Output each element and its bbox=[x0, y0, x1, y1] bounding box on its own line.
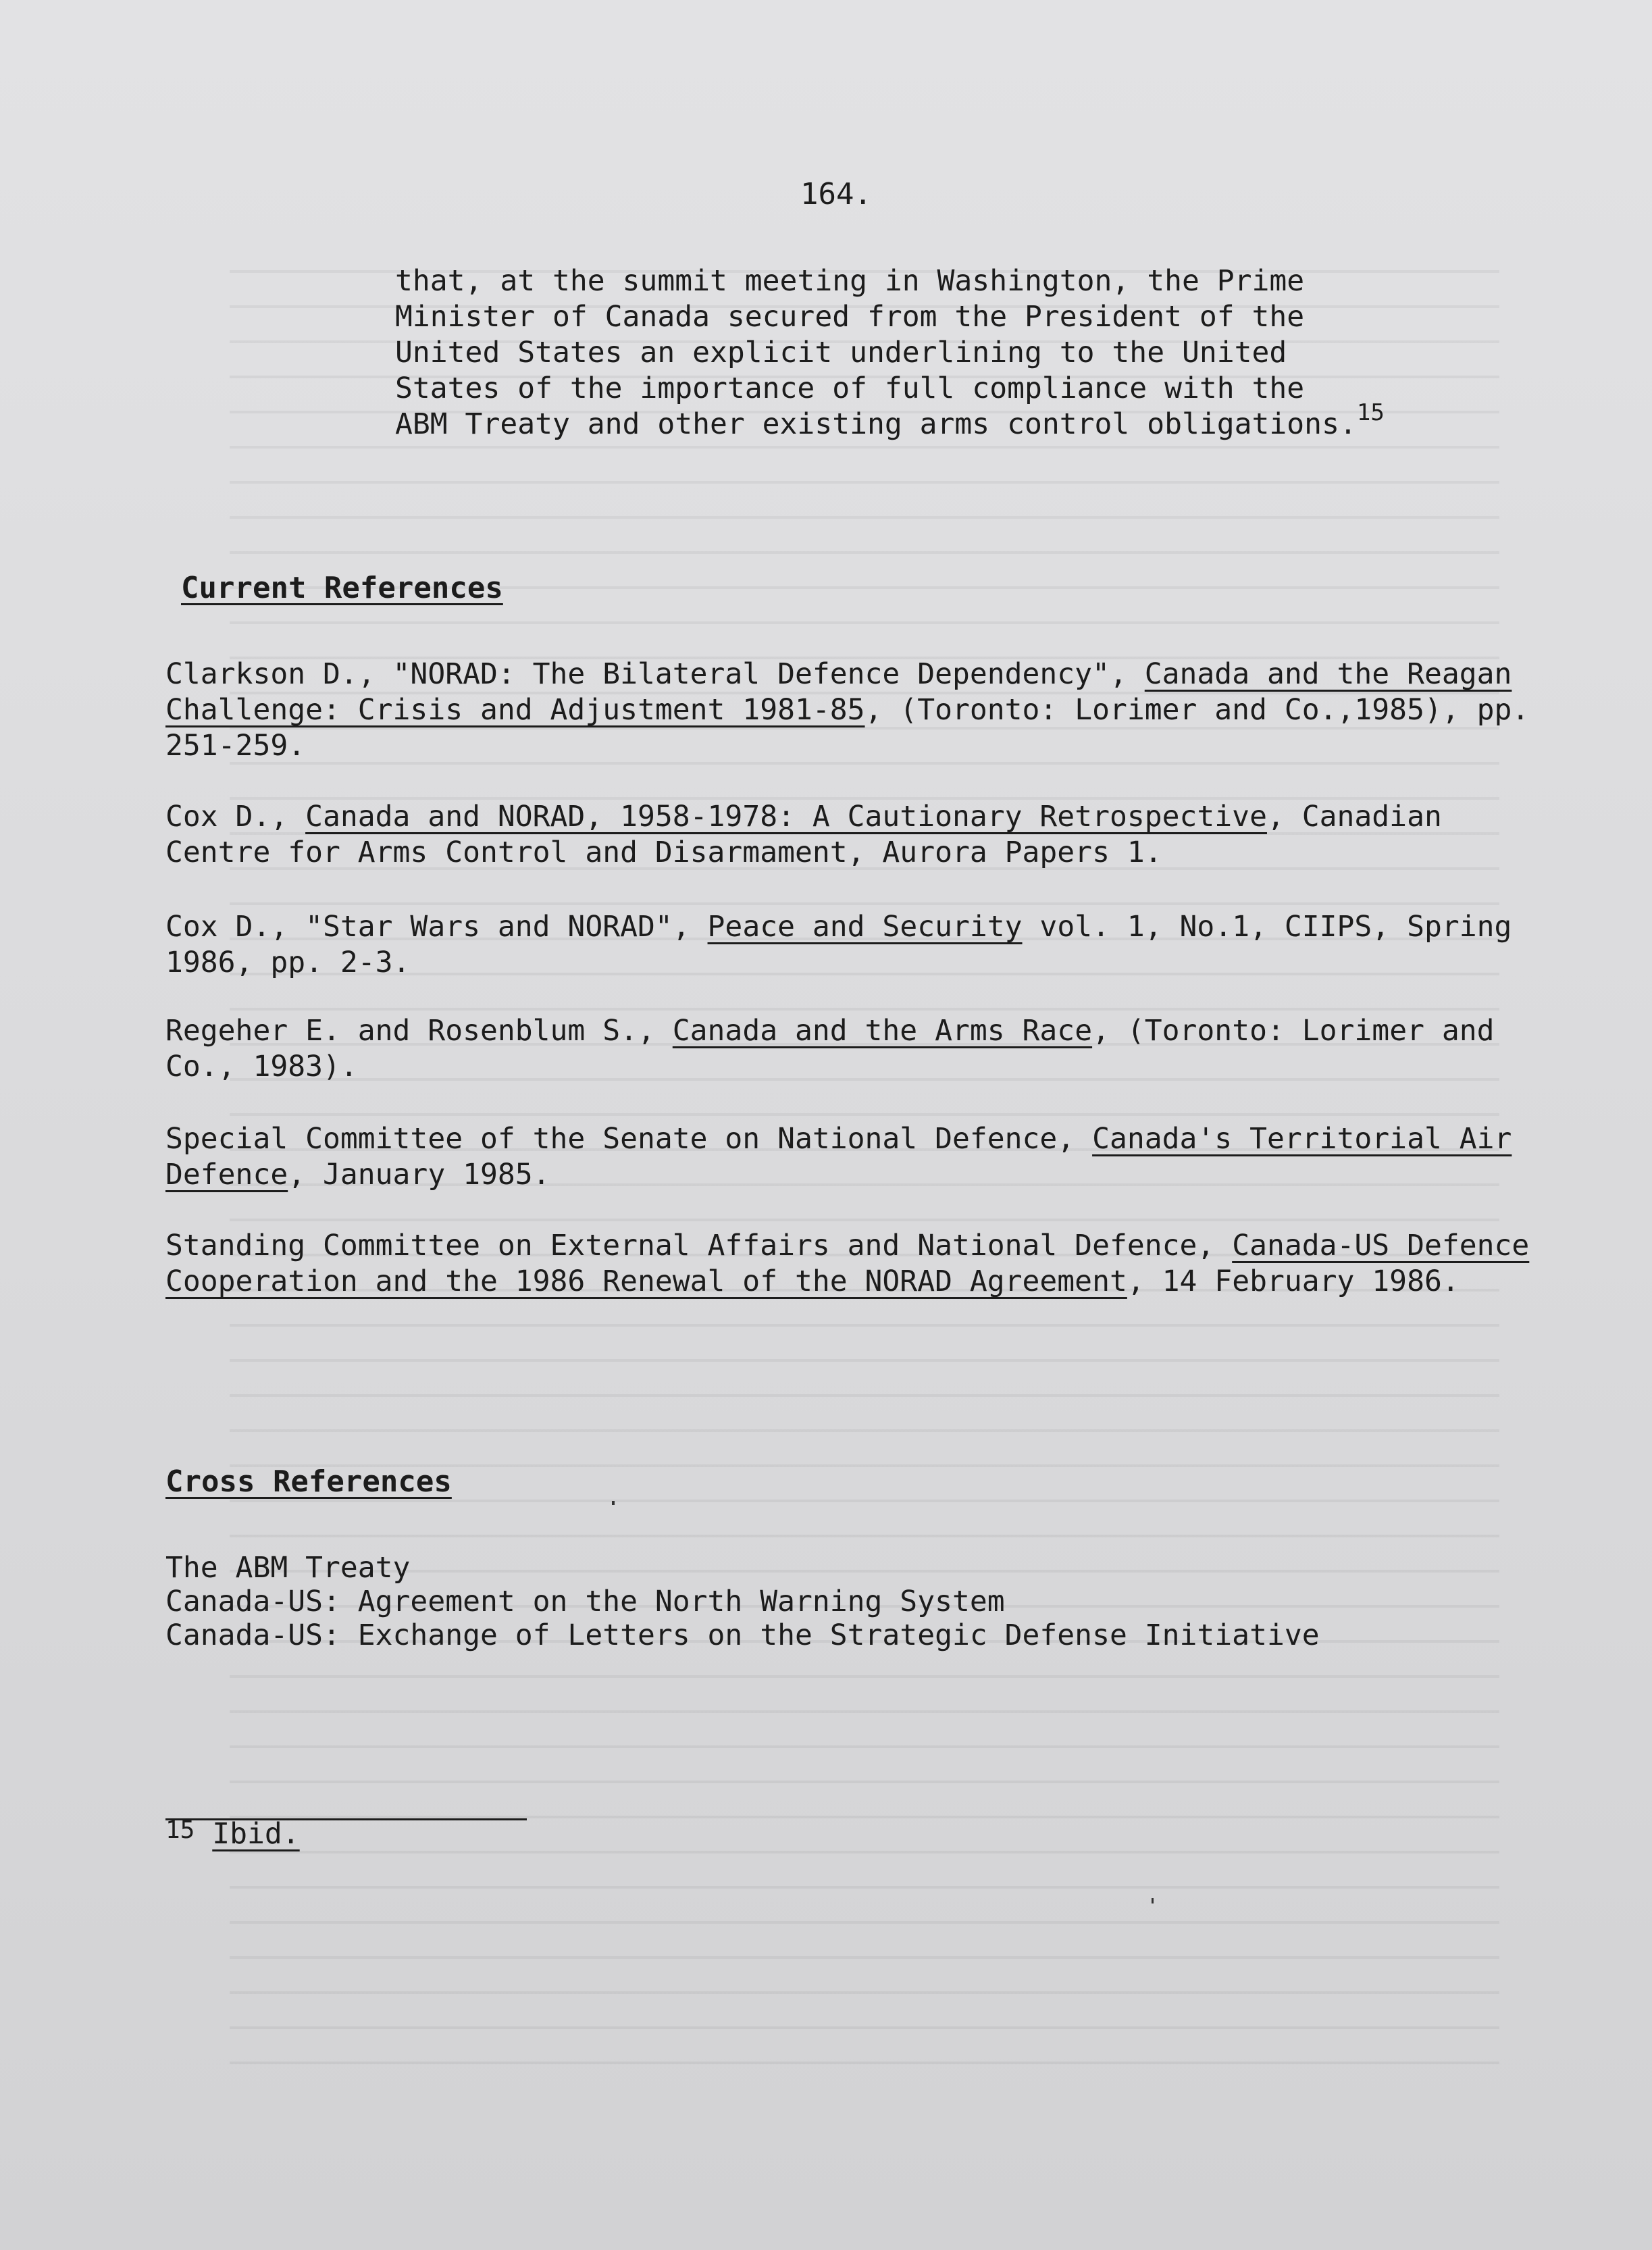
footnote bbox=[165, 1817, 300, 1851]
block-quote bbox=[395, 263, 1385, 444]
footnote-number: 15 bbox=[165, 1816, 195, 1844]
cross-references-heading: Cross References bbox=[165, 1464, 452, 1499]
reference-title: Canada's Territorial Air Defence bbox=[165, 1122, 1512, 1192]
reference-entry bbox=[165, 1121, 1543, 1193]
reference-suffix: , January 1985. bbox=[288, 1158, 550, 1192]
reference-prefix: Regeher E. and Rosenblum S., bbox=[165, 1014, 673, 1048]
scan-speck bbox=[1152, 1898, 1154, 1903]
quote-line: United States an explicit underlining to the United bbox=[395, 336, 1287, 369]
reference-title: Canada-US Defence Cooperation and the 1986 Renewal of the NORAD Agreement bbox=[165, 1229, 1530, 1298]
cross-reference-item: The ABM Treaty bbox=[165, 1551, 411, 1585]
reference-suffix: , (Toronto: Lorimer and Co.,1985), pp. 251-259. bbox=[165, 693, 1530, 763]
reference-suffix: vol. 1, No.1, CIIPS, Spring 1986, pp. 2-3. bbox=[165, 910, 1512, 979]
reference-title: Canada and NORAD, 1958-1978: A Cautionary Retrospective bbox=[305, 800, 1267, 834]
reference-entry bbox=[165, 1013, 1543, 1085]
reference-prefix: Special Committee of the Senate on National Defence, bbox=[165, 1122, 1093, 1156]
quote-line: States of the importance of full compliance with the bbox=[395, 372, 1305, 405]
footnote-marker: 15 bbox=[1356, 399, 1385, 426]
footnote-text: Ibid. bbox=[212, 1817, 300, 1851]
reference-prefix: Cox D., "Star Wars and NORAD", bbox=[165, 910, 708, 944]
cross-reference-item: Canada-US: Agreement on the North Warning System bbox=[165, 1585, 1005, 1618]
reference-entry bbox=[165, 909, 1543, 981]
page-number: 164. bbox=[800, 177, 872, 211]
cross-reference-item: Canada-US: Exchange of Letters on the Strategic Defense Initiative bbox=[165, 1618, 1320, 1652]
reference-prefix: Standing Committee on External Affairs and National Defence, bbox=[165, 1229, 1233, 1262]
reference-prefix: Cox D., bbox=[165, 800, 306, 834]
quote-line: ABM Treaty and other existing arms control obligations. bbox=[395, 407, 1357, 441]
scan-speck bbox=[612, 1501, 615, 1505]
reference-entry bbox=[165, 799, 1543, 871]
reference-suffix: , 14 February 1986. bbox=[1127, 1264, 1460, 1298]
reference-suffix: , (Toronto: Lorimer and Co., 1983). bbox=[165, 1014, 1495, 1083]
reference-title: Peace and Security bbox=[707, 910, 1023, 944]
current-references-heading: Current References bbox=[181, 571, 503, 605]
reference-prefix: Clarkson D., "NORAD: The Bilateral Defence Dependency", bbox=[165, 657, 1145, 691]
quote-line: that, at the summit meeting in Washington, the Prime bbox=[395, 264, 1305, 298]
quote-line: Minister of Canada secured from the President of the bbox=[395, 300, 1305, 334]
reference-entry bbox=[165, 1228, 1543, 1300]
reference-title: Canada and the Reagan Challenge: Crisis and Adjustment 1981-85 bbox=[165, 657, 1512, 727]
reference-entry bbox=[165, 657, 1543, 764]
reference-suffix: , Canadian Centre for Arms Control and Disarmament, Aurora Papers 1. bbox=[165, 800, 1442, 869]
reference-title: Canada and the Arms Race bbox=[672, 1014, 1093, 1048]
